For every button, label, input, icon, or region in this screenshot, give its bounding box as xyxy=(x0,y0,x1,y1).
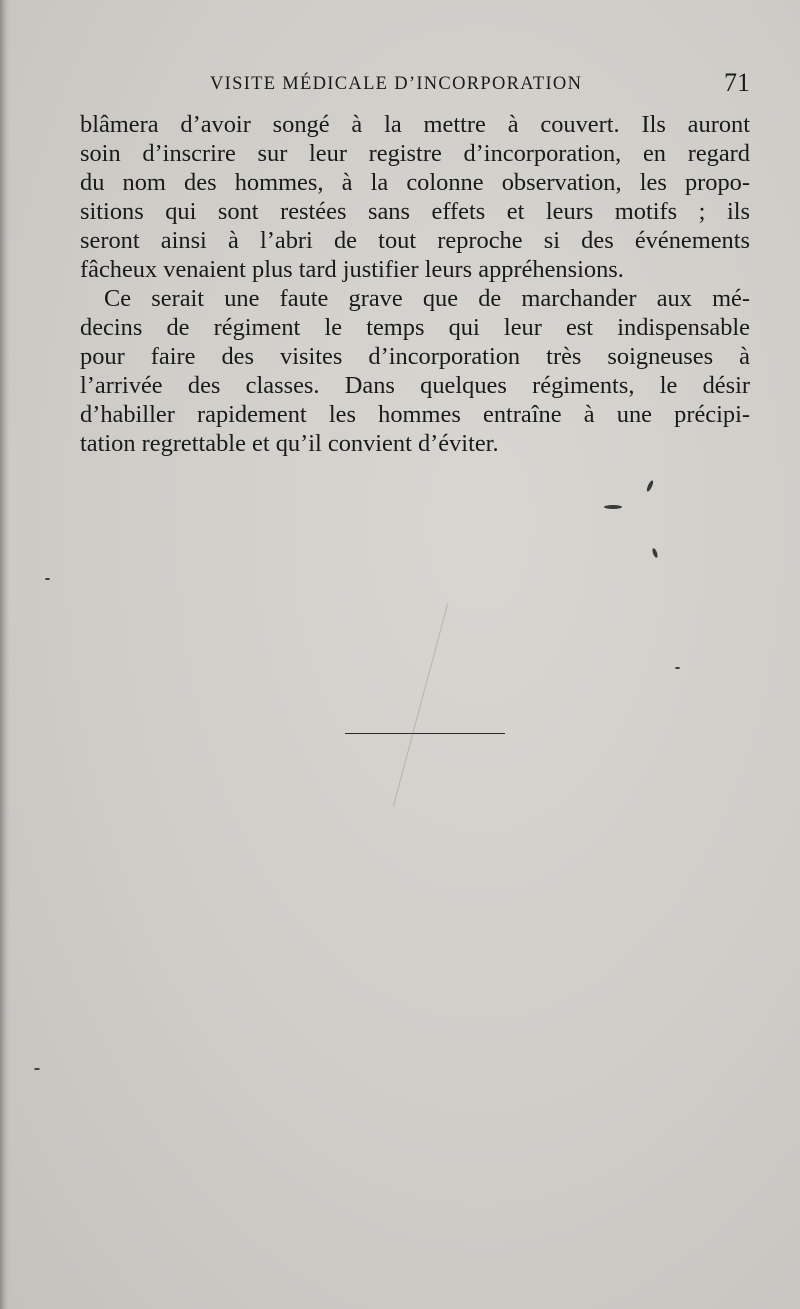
paragraph-2 xyxy=(80,284,750,458)
paper-scratch xyxy=(393,603,448,806)
section-end-rule xyxy=(345,733,505,734)
text-line: sitions qui sont restées sans effets et leurs motifs ; ils xyxy=(80,198,750,225)
paper-speck xyxy=(45,578,50,580)
text-line: soin d’inscrire sur leur registre d’incorporation, en regard xyxy=(80,140,750,167)
running-head xyxy=(80,70,752,102)
paper-speck xyxy=(675,667,680,669)
running-title: VISITE MÉDICALE D’INCORPORATION xyxy=(210,74,583,94)
page-number: 71 xyxy=(724,68,750,97)
paper-speck xyxy=(651,548,658,559)
paper-speck xyxy=(604,505,622,509)
text-line: fâcheux venaient plus tard justifier leurs appréhensions. xyxy=(80,256,624,283)
text-line: tation regrettable et qu’il convient d’éviter. xyxy=(80,430,499,457)
text-line: blâmera d’avoir songé à la mettre à couvert. Ils auront xyxy=(80,111,750,138)
text-line: pour faire des visites d’incorporation très soigneuses à xyxy=(80,343,750,370)
text-line: du nom des hommes, à la colonne observation, les propo- xyxy=(80,169,750,196)
text-line: l’arrivée des classes. Dans quelques régiments, le désir xyxy=(80,372,750,399)
text-line: d’habiller rapidement les hommes entraîne à une précipi- xyxy=(80,401,750,428)
paper-speck xyxy=(34,1068,40,1070)
text-line: Ce serait une faute grave que de marchander aux mé- xyxy=(104,285,750,312)
text-line: seront ainsi à l’abri de tout reproche si des événements xyxy=(80,227,750,254)
text-line: decins de régiment le temps qui leur est indispensable xyxy=(80,314,750,341)
paragraph-1 xyxy=(80,110,750,284)
paper-speck xyxy=(646,480,655,493)
body-text xyxy=(80,110,750,458)
